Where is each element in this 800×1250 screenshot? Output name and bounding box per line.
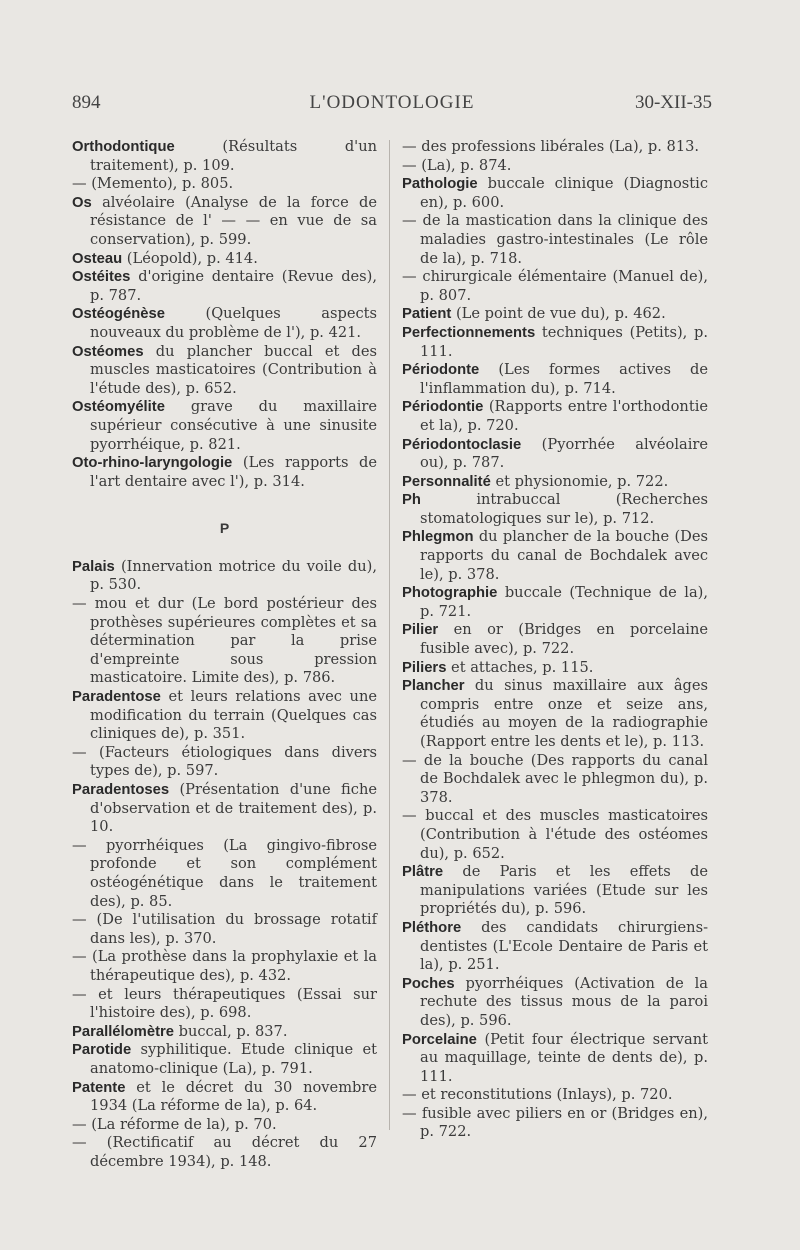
entry-headword: Plâtre [402, 864, 444, 881]
entry-text: buccale (Technique de la), p. 721. [420, 584, 708, 620]
index-entry [72, 268, 377, 305]
index-entry [402, 398, 708, 435]
entry-text: de Paris et les effets de manipulations variées (Etude sur les propriétés du), p. 596. [420, 863, 708, 918]
entry-text: et leurs relations avec une modification du terrain (Quelques cas cliniques de), p. 351. [90, 688, 377, 743]
entry-headword: Orthodontique [72, 139, 175, 155]
index-entry [402, 138, 708, 157]
entry-text: (Léopold), p. 414. [122, 249, 258, 267]
entry-headword: Pléthore [402, 919, 462, 936]
entry-text: du plancher buccal et des muscles masticatoires (Contribution à l'étude des), p. 652. [90, 342, 377, 397]
entry-text: (Le point de vue du), p. 462. [451, 305, 666, 323]
entry-headword: Périodontoclasie [402, 436, 522, 453]
entry-text: buccal, p. 837. [174, 1022, 288, 1040]
index-entry [72, 138, 377, 175]
entry-text: pyorrhéiques (Activation de la rechute des tissus mous de la paroi des), p. 596. [420, 974, 708, 1029]
index-entry [402, 528, 708, 584]
entry-headword: Phlegmon [402, 529, 474, 546]
index-entry [402, 752, 708, 808]
index-entry [402, 305, 708, 324]
entry-text: — chirurgicale élémentaire (Manuel de), p. 807. [402, 268, 708, 304]
entry-text: — des professions libérales (La), p. 813. [402, 138, 700, 155]
index-entry [72, 781, 377, 837]
index-entry [72, 911, 377, 948]
entry-text: — et reconstitutions (Inlays), p. 720. [402, 1086, 673, 1104]
entry-text: alvéolaire (Analyse de la force de résistance de l' — — en vue de sa conservation), p. 599. [90, 193, 377, 248]
left-column [72, 138, 377, 1171]
entry-text: du sinus maxillaire aux âges compris entre onze et seize ans, étudiés au moyen de la radiographie (Rapport entre les dents et le), p. 113. [420, 677, 708, 750]
entry-text: — mou et dur (Le bord postérieur des prothèses supérieures complètes et sa détermination par la prise d'empreinte sous pression masticatoire. Limite des), p. 786. [72, 595, 377, 687]
entry-headword: Palais [72, 558, 115, 575]
entry-headword: Photographie [402, 585, 498, 602]
entry-text: — (Rectificatif au décret du 27 décembre 1934), p. 148. [72, 1134, 377, 1170]
entry-text: (Résultats d'un traitement), p. 109. [90, 138, 377, 174]
index-entry [72, 175, 377, 194]
entry-headword: Patente [72, 1079, 126, 1096]
index-entry [72, 305, 377, 342]
index-entry [402, 659, 708, 678]
entry-headword: Porcelaine [402, 1031, 477, 1048]
entry-text: buccale clinique (Diagnostic en), p. 600. [420, 175, 708, 211]
index-entry [72, 558, 377, 595]
index-entry [402, 361, 708, 398]
entry-text: et physionomie, p. 722. [490, 472, 669, 490]
index-entry [402, 621, 708, 658]
index-entry [72, 1116, 377, 1135]
entry-text: — buccal et des muscles masticatoires (Contribution à l'étude des ostéomes du), p. 652. [402, 807, 708, 862]
entry-text: techniques (Petits), p. 111. [420, 323, 708, 360]
entry-text: — fusible avec piliers en or (Bridges en), p. 722. [402, 1104, 708, 1141]
entry-text: (Petit four électrique servant au maquillage, teinte de dents de), p. 111. [420, 1030, 708, 1085]
entry-text: — pyorrhéiques (La gingivo-fibrose profonde et son complément ostéogénétique dans le traitement des), p. 85. [72, 836, 377, 910]
index-entry [72, 250, 377, 269]
index-entry [402, 975, 708, 1031]
entry-text: (Présentation d'une fiche d'observation et de traitement des), p. 10. [90, 781, 377, 836]
entry-headword: Patient [402, 306, 452, 323]
entry-headword: Ph [402, 492, 421, 509]
index-entry [72, 986, 377, 1023]
entry-text: (Les formes actives de l'inflammation du), p. 714. [420, 361, 708, 397]
index-entries-p [72, 558, 377, 1172]
entry-text: et attaches, p. 115. [446, 658, 594, 676]
page-number: 894 [72, 92, 101, 113]
entry-headword: Ostéomyélite [72, 399, 165, 416]
index-entry [72, 343, 377, 399]
entry-text: (Pyorrhée alvéolaire ou), p. 787. [420, 435, 708, 472]
issue-date: 30-XII-35 [634, 92, 712, 113]
entry-headword: Parotide [72, 1042, 132, 1059]
column-divider [389, 140, 390, 1130]
entry-headword: Oto-rhino-laryngologie [72, 455, 233, 472]
entry-text: (Les rapports de l'art dentaire avec l'), p. 314. [90, 454, 377, 490]
entry-headword: Périodontie [402, 399, 484, 416]
index-entry [402, 584, 708, 621]
entry-headword: Personnalité [402, 473, 491, 490]
index-entry [72, 194, 377, 250]
entry-text: — (La réforme de la), p. 70. [72, 1115, 277, 1133]
entry-headword: Paradentoses [72, 782, 170, 798]
entry-headword: Périodonte [402, 362, 480, 379]
entry-text: — et leurs thérapeutiques (Essai sur l'histoire des), p. 698. [72, 985, 377, 1022]
index-entry [72, 837, 377, 911]
entry-text: — de la bouche (Des rapports du canal de Bochdalek avec le phlegmon du), p. 378. [402, 751, 708, 806]
entry-headword: Pathologie [402, 176, 478, 193]
entry-text: (Quelques aspects nouveaux du problème de l'), p. 421. [90, 305, 377, 341]
entry-text: (Innervation motrice du voile du), p. 530. [90, 557, 377, 594]
index-entry [402, 677, 708, 751]
entry-headword: Perfectionnements [402, 324, 536, 341]
right-column [402, 138, 708, 1142]
index-entry [402, 919, 708, 975]
entry-text: du plancher de la bouche (Des rapports du canal de Bochdalek avec le), p. 378. [420, 528, 708, 583]
entry-text: en or (Bridges en porcelaine fusible avec), p. 722. [420, 621, 708, 658]
entry-headword: Pilier [402, 622, 439, 639]
entry-text: — de la mastication dans la clinique des maladies gastro-intestinales (Le rôle de la), p. 718. [402, 212, 708, 267]
index-entries-o [72, 138, 377, 491]
index-entry [72, 744, 377, 781]
entry-text: des candidats chirurgiens-dentistes (L'Ecole Dentaire de Paris et la), p. 251. [420, 918, 708, 974]
running-header [72, 92, 712, 116]
entry-headword: Ostéomes [72, 343, 144, 360]
entry-headword: Poches [402, 975, 455, 992]
index-entry [72, 398, 377, 454]
entry-headword: Paradentose [72, 689, 161, 706]
entry-text: syphilitique. Etude clinique et anatomo-clinique (La), p. 791. [90, 1041, 377, 1077]
entry-text: (Rapports entre l'orthodontie et la), p. 720. [420, 398, 708, 434]
entry-text: — (La prothèse dans la prophylaxie et la thérapeutique des), p. 432. [72, 948, 377, 984]
index-entry [402, 1105, 708, 1142]
entry-text: — (La), p. 874. [402, 156, 512, 174]
entry-headword: Parallélomètre [72, 1023, 174, 1040]
index-entry [402, 175, 708, 212]
index-entry [402, 157, 708, 176]
entry-headword: Ostéites [72, 269, 131, 286]
index-entry [402, 473, 708, 492]
entry-text: d'origine dentaire (Revue des), p. 787. [90, 268, 377, 304]
index-entry [402, 1086, 708, 1105]
index-entry [72, 1041, 377, 1078]
entry-text: — (Memento), p. 805. [72, 175, 234, 193]
entry-headword: Piliers [402, 659, 447, 676]
index-entry [402, 212, 708, 268]
section-letter: P [219, 520, 230, 537]
index-entries-p-continued [402, 138, 708, 1142]
index-entry [402, 436, 708, 473]
index-entry [72, 948, 377, 985]
entry-text: intrabuccal (Recherches stomatologiques sur le), p. 712. [420, 491, 708, 527]
entry-headword: Osteau [72, 250, 123, 267]
entry-headword: Plancher [402, 678, 465, 695]
index-entry [72, 1023, 377, 1042]
index-entry [402, 491, 708, 528]
entry-headword: Ostéogénèse [72, 306, 165, 323]
entry-headword: Os [72, 194, 92, 211]
entry-text: — (Facteurs étiologiques dans divers types de), p. 597. [72, 743, 377, 780]
entry-text: et le décret du 30 novembre 1934 (La réforme de la), p. 64. [90, 1078, 377, 1115]
index-entry [402, 807, 708, 863]
index-entry [402, 863, 708, 919]
index-entry [402, 324, 708, 361]
index-entry [72, 1079, 377, 1116]
index-entry [72, 1134, 377, 1171]
index-entry [72, 688, 377, 744]
index-entry [402, 1031, 708, 1087]
index-entry [402, 268, 708, 305]
entry-text: grave du maxillaire supérieur consécutive à une sinusite pyorrhéique, p. 821. [90, 398, 377, 453]
journal-title: L'ODONTOLOGIE [309, 92, 475, 113]
index-entry [72, 595, 377, 688]
entry-text: — (De l'utilisation du brossage rotatif dans les), p. 370. [72, 911, 377, 947]
index-entry [72, 454, 377, 491]
